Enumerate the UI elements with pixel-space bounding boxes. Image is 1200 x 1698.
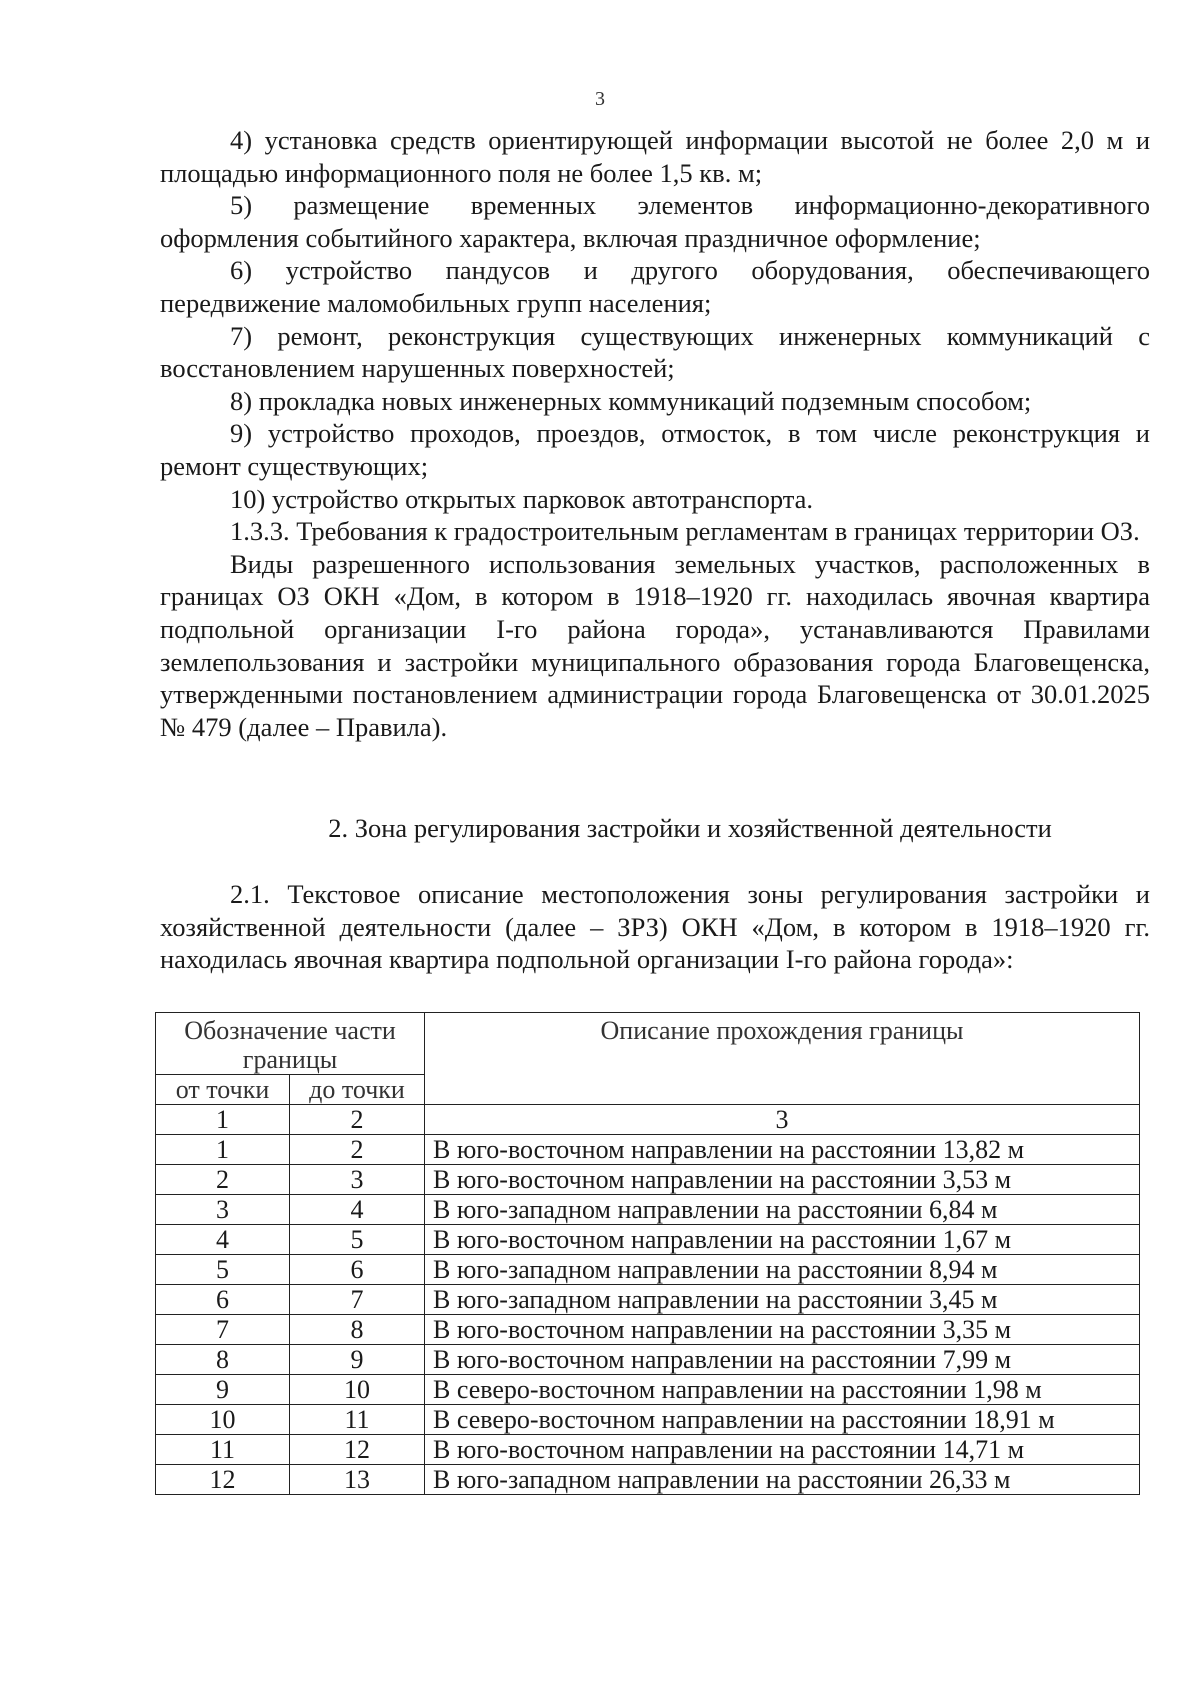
table-body <box>156 1105 1140 1495</box>
boundary-description: В юго-восточном направлении на расстоянии 14,71 м <box>425 1435 1140 1465</box>
to-point: 13 <box>290 1465 425 1495</box>
from-point: 12 <box>156 1465 290 1495</box>
boundary-description: В юго-западном направлении на расстоянии 3,45 м <box>425 1285 1140 1315</box>
boundary-description: В юго-восточном направлении на расстоянии 7,99 м <box>425 1345 1140 1375</box>
boundary-table <box>155 1012 1140 1495</box>
paragraph-land-use: Виды разрешенного использования земельных участков, расположенных в границах ОЗ ОКН «Дом, в котором в 1918–1920 гг. находилась явочная квартира подпольной организации I-го района города», устанавливаются Правилами землепользования и застройки муниципального образования города Благовещенска, утвержденными постановлением администрации города Благовещенска от 30.01.2025 № 479 (далее – Правила). <box>160 548 1150 742</box>
paragraph-item-10: 10) устройство открытых парковок автотранспорта. <box>230 483 814 514</box>
from-point: 6 <box>156 1285 290 1315</box>
table-row <box>156 1255 1140 1285</box>
intro-paragraph: 2.1. Текстовое описание местоположения зоны регулирования застройки и хозяйственной деятельности (далее – ЗРЗ) ОКН «Дом, в котором в 1918–1920 гг. находилась явочная квартира подпольной организации I-го района города»: <box>160 879 1150 975</box>
from-point: 10 <box>156 1405 290 1435</box>
column-number: 2 <box>290 1105 425 1135</box>
table-row <box>156 1195 1140 1225</box>
paragraph-item-5: 5) размещение временных элементов информационно-декоративного оформления событийного характера, включая праздничное оформление; <box>160 190 1150 253</box>
from-point: 9 <box>156 1375 290 1405</box>
boundary-description: В юго-восточном направлении на расстоянии 1,67 м <box>425 1225 1140 1255</box>
to-point: 5 <box>290 1225 425 1255</box>
from-point: 7 <box>156 1315 290 1345</box>
to-point: 10 <box>290 1375 425 1405</box>
paragraph-item-7: 7) ремонт, реконструкция существующих инженерных коммуникаций с восстановлением нарушенных поверхностей; <box>160 320 1150 384</box>
paragraph-item-4: 4) установка средств ориентирующей информации высотой не более 2,0 м и площадью информационного поля не более 1,5 кв. м; <box>160 125 1150 188</box>
table-row <box>156 1465 1140 1495</box>
from-point: 8 <box>156 1345 290 1375</box>
to-point: 9 <box>290 1345 425 1375</box>
from-point: 4 <box>156 1225 290 1255</box>
from-point: 2 <box>156 1165 290 1195</box>
from-point: 5 <box>156 1255 290 1285</box>
table-row <box>156 1345 1140 1375</box>
to-point: 3 <box>290 1165 425 1195</box>
paragraph-requirements: 1.3.3. Требования к градостроительным регламентам в границах территории ОЗ. <box>230 516 1140 547</box>
table-row <box>156 1405 1140 1435</box>
column-number-row <box>156 1105 1140 1135</box>
to-point: 7 <box>290 1285 425 1315</box>
to-point: 6 <box>290 1255 425 1285</box>
to-point: 11 <box>290 1405 425 1435</box>
body-text <box>160 124 1150 743</box>
boundary-description: В юго-восточном направлении на расстоянии 3,35 м <box>425 1315 1140 1345</box>
from-point: 11 <box>156 1435 290 1465</box>
table-row <box>156 1375 1140 1405</box>
to-point: 4 <box>290 1195 425 1225</box>
paragraph-item-6: 6) устройство пандусов и другого оборудования, обеспечивающего передвижение маломобильных групп населения; <box>160 255 1150 318</box>
boundary-description: В юго-западном направлении на расстоянии 26,33 м <box>425 1465 1140 1495</box>
to-point: 12 <box>290 1435 425 1465</box>
column-number: 3 <box>425 1105 1140 1135</box>
table-row <box>156 1135 1140 1165</box>
boundary-description: В юго-восточном направлении на расстоянии 13,82 м <box>425 1135 1140 1165</box>
boundary-description: В северо-восточном направлении на расстоянии 18,91 м <box>425 1405 1140 1435</box>
intro-text <box>160 878 1150 976</box>
header-to: до точки <box>290 1075 425 1105</box>
table-row <box>156 1315 1140 1345</box>
table-row <box>156 1225 1140 1255</box>
boundary-description: В юго-западном направлении на расстоянии 8,94 м <box>425 1255 1140 1285</box>
page-number: 3 <box>595 88 605 110</box>
table-row <box>156 1285 1140 1315</box>
from-point: 3 <box>156 1195 290 1225</box>
header-from: от точки <box>156 1075 290 1105</box>
boundary-description: В юго-восточном направлении на расстоянии 3,53 м <box>425 1165 1140 1195</box>
to-point: 8 <box>290 1315 425 1345</box>
paragraph-item-8: 8) прокладка новых инженерных коммуникаций подземным способом; <box>230 385 1032 416</box>
column-number: 1 <box>156 1105 290 1135</box>
to-point: 2 <box>290 1135 425 1165</box>
from-point: 1 <box>156 1135 290 1165</box>
boundary-description: В северо-восточном направлении на расстоянии 1,98 м <box>425 1375 1140 1405</box>
section-title: 2. Зона регулирования застройки и хозяйственной деятельности <box>328 813 1052 843</box>
paragraph-item-9: 9) устройство проходов, проездов, отмосток, в том числе реконструкция и ремонт существующих; <box>160 418 1150 481</box>
header-description: Описание прохождения границы <box>425 1013 1140 1105</box>
table-row <box>156 1435 1140 1465</box>
table-row <box>156 1165 1140 1195</box>
boundary-description: В юго-западном направлении на расстоянии 6,84 м <box>425 1195 1140 1225</box>
header-part: Обозначение части границы <box>156 1013 425 1075</box>
